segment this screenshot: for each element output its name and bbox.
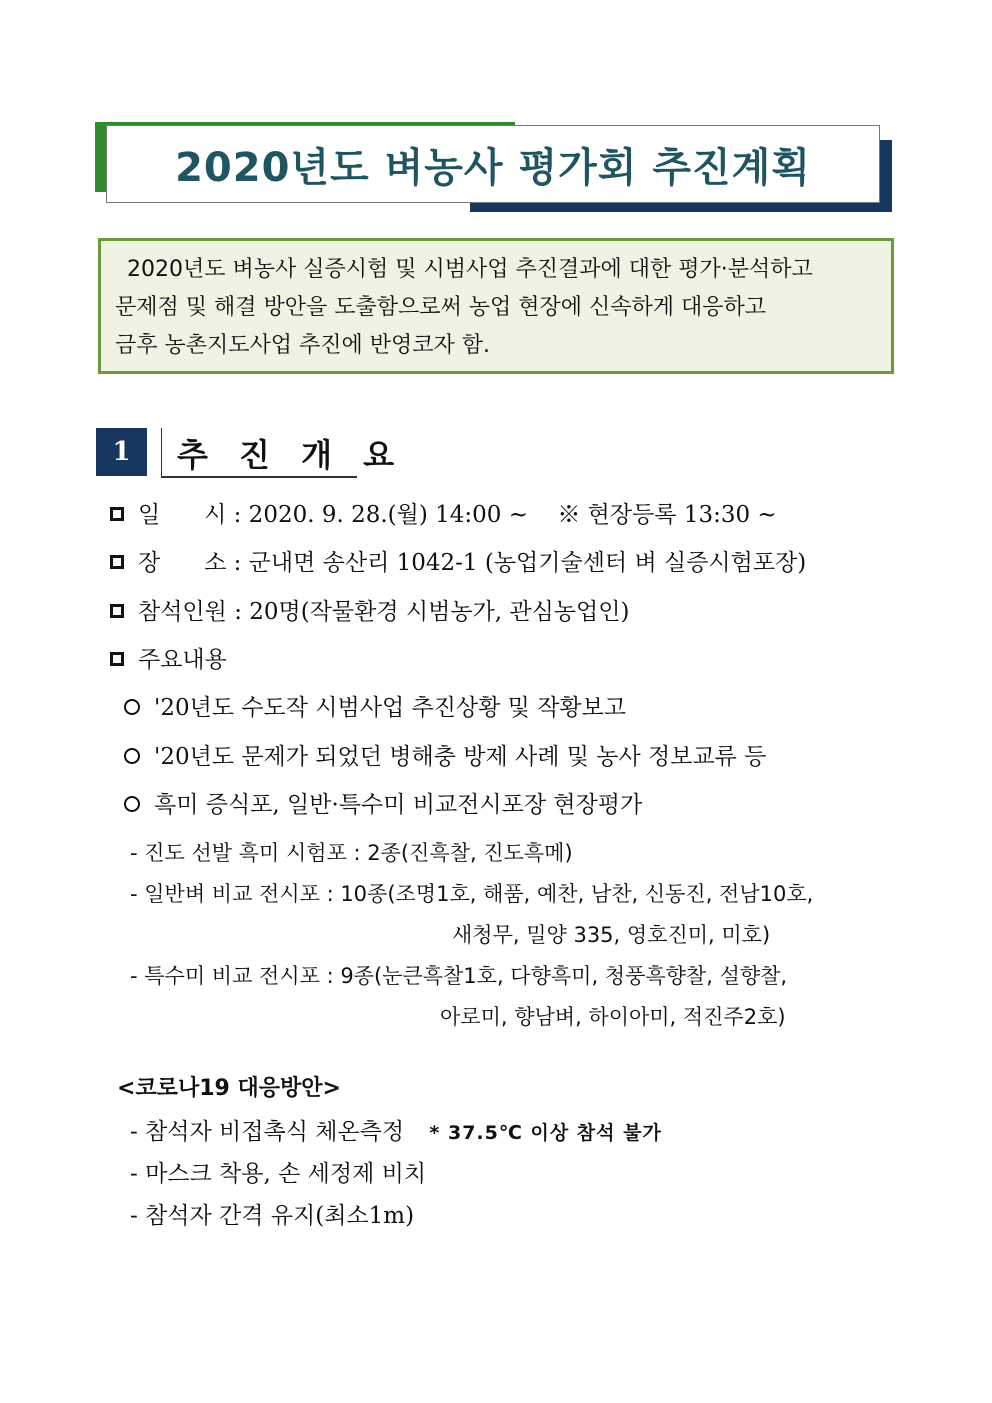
corona-item-text: - 참석자 비접촉식 체온측정 [130,1119,405,1145]
attendees-label: 참석인원 [138,599,227,625]
place-value: : 군내면 송산리 1042-1 (농업기술센터 벼 실증시험포장) [233,550,807,576]
section-divider [161,428,162,476]
checkbox-square-icon [110,555,124,569]
circle-bullet-icon [124,699,140,715]
dash-item-black-rice: - 진도 선발 흑미 시험포 : 2종(진흑찰, 진도흑메) [130,841,573,865]
title-box [106,125,880,203]
place-row [110,544,806,577]
summary-line: 문제점 및 해결 방안을 도출함으로써 농업 현장에 신속하게 대응하고 [115,295,767,320]
dash-item-normal-rice-cont: 새청무, 밀양 335, 영호진미, 미호) [452,923,771,947]
corona-title: <코로나19 대응방안> [117,1076,341,1101]
section-title: 추 진 개 요 [177,436,405,474]
section-number: 1 [96,428,147,476]
attendees-value: : 20명(작물환경 시범농가, 관심농업인) [234,599,630,625]
circle-bullet-icon [124,796,140,812]
content-bullet [124,689,626,722]
summary-line: 2020년도 벼농사 실증시험 및 시범사업 추진결과에 대한 평가·분석하고 [127,257,813,282]
date-note: ※ 현장등록 13:30 ~ [557,502,777,528]
content-label: 주요내용 [138,647,227,673]
corona-item [130,1113,662,1146]
corona-item: - 마스크 착용, 손 세정제 비치 [130,1161,427,1187]
bullet-text: 흑미 증식포, 일반·특수미 비교전시포장 현장평가 [154,792,643,818]
content-bullet [124,786,642,819]
circle-bullet-icon [124,748,140,764]
attendees-row [110,593,629,626]
bullet-text: '20년도 문제가 되었던 병해충 방제 사례 및 농사 정보교류 등 [154,744,767,770]
checkbox-square-icon [110,652,124,666]
corona-item-note: * 37.5℃ 이상 참석 불가 [429,1122,662,1144]
checkbox-square-icon [110,604,124,618]
content-row [110,641,227,674]
content-bullet [124,738,766,771]
section-underline [161,476,357,478]
bullet-text: '20년도 수도작 시범사업 추진상황 및 작황보고 [154,695,627,721]
dash-item-special-rice: - 특수미 비교 전시포 : 9종(눈큰흑찰1호, 다향흑미, 청풍흑향찰, 설향찰, [130,964,788,988]
checkbox-square-icon [110,507,124,521]
summary-line: 금후 농촌지도사업 추진에 반영코자 함. [115,333,490,358]
place-label: 장 소 [138,550,227,576]
date-row [110,496,777,529]
corona-item: - 참석자 간격 유지(최소1m) [130,1203,415,1229]
date-label: 일 시 [138,502,227,528]
summary-box [98,238,894,374]
date-value: : 2020. 9. 28.(월) 14:00 ~ [233,502,529,528]
dash-item-normal-rice: - 일반벼 비교 전시포 : 10종(조명1호, 해품, 예찬, 남찬, 신동진, 전남10호, [130,882,814,906]
dash-item-special-rice-cont: 아로미, 향남벼, 하이아미, 적진주2호) [440,1005,786,1029]
page-title: 2020년도 벼농사 평가회 추진계획 [175,144,811,191]
